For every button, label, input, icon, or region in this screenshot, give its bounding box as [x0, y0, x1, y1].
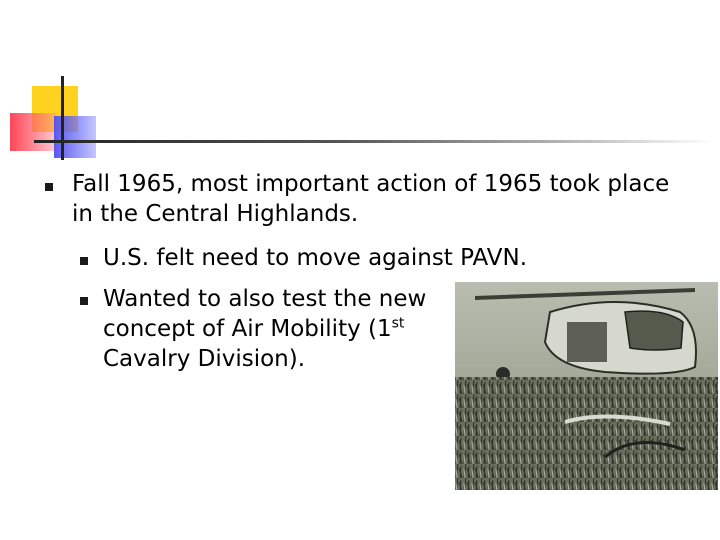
helicopter-photo: [455, 282, 718, 490]
helicopter-in-jungle-photo-icon: [455, 282, 718, 490]
vertical-rule: [61, 76, 64, 160]
title-rule: [34, 140, 714, 143]
bullet-1-text: Fall 1965, most important action of 1965 took place in the Central Highlands.: [72, 171, 670, 227]
bullet-square-icon: [45, 183, 53, 191]
subbullet-2-text: [103, 284, 448, 374]
subbullet-2-part-1: Wanted to also test the new concept of Air Mobility (1: [103, 286, 427, 342]
subbullet-2-part-2: Cavalry Division).: [103, 346, 306, 372]
bullet-square-icon: [80, 257, 88, 265]
subbullet-1-text: U.S. felt need to move against PAVN.: [103, 245, 528, 271]
subbullet-2-superscript: st: [391, 315, 405, 332]
red-square-icon: [10, 113, 56, 151]
bullet-square-icon: [80, 297, 88, 305]
